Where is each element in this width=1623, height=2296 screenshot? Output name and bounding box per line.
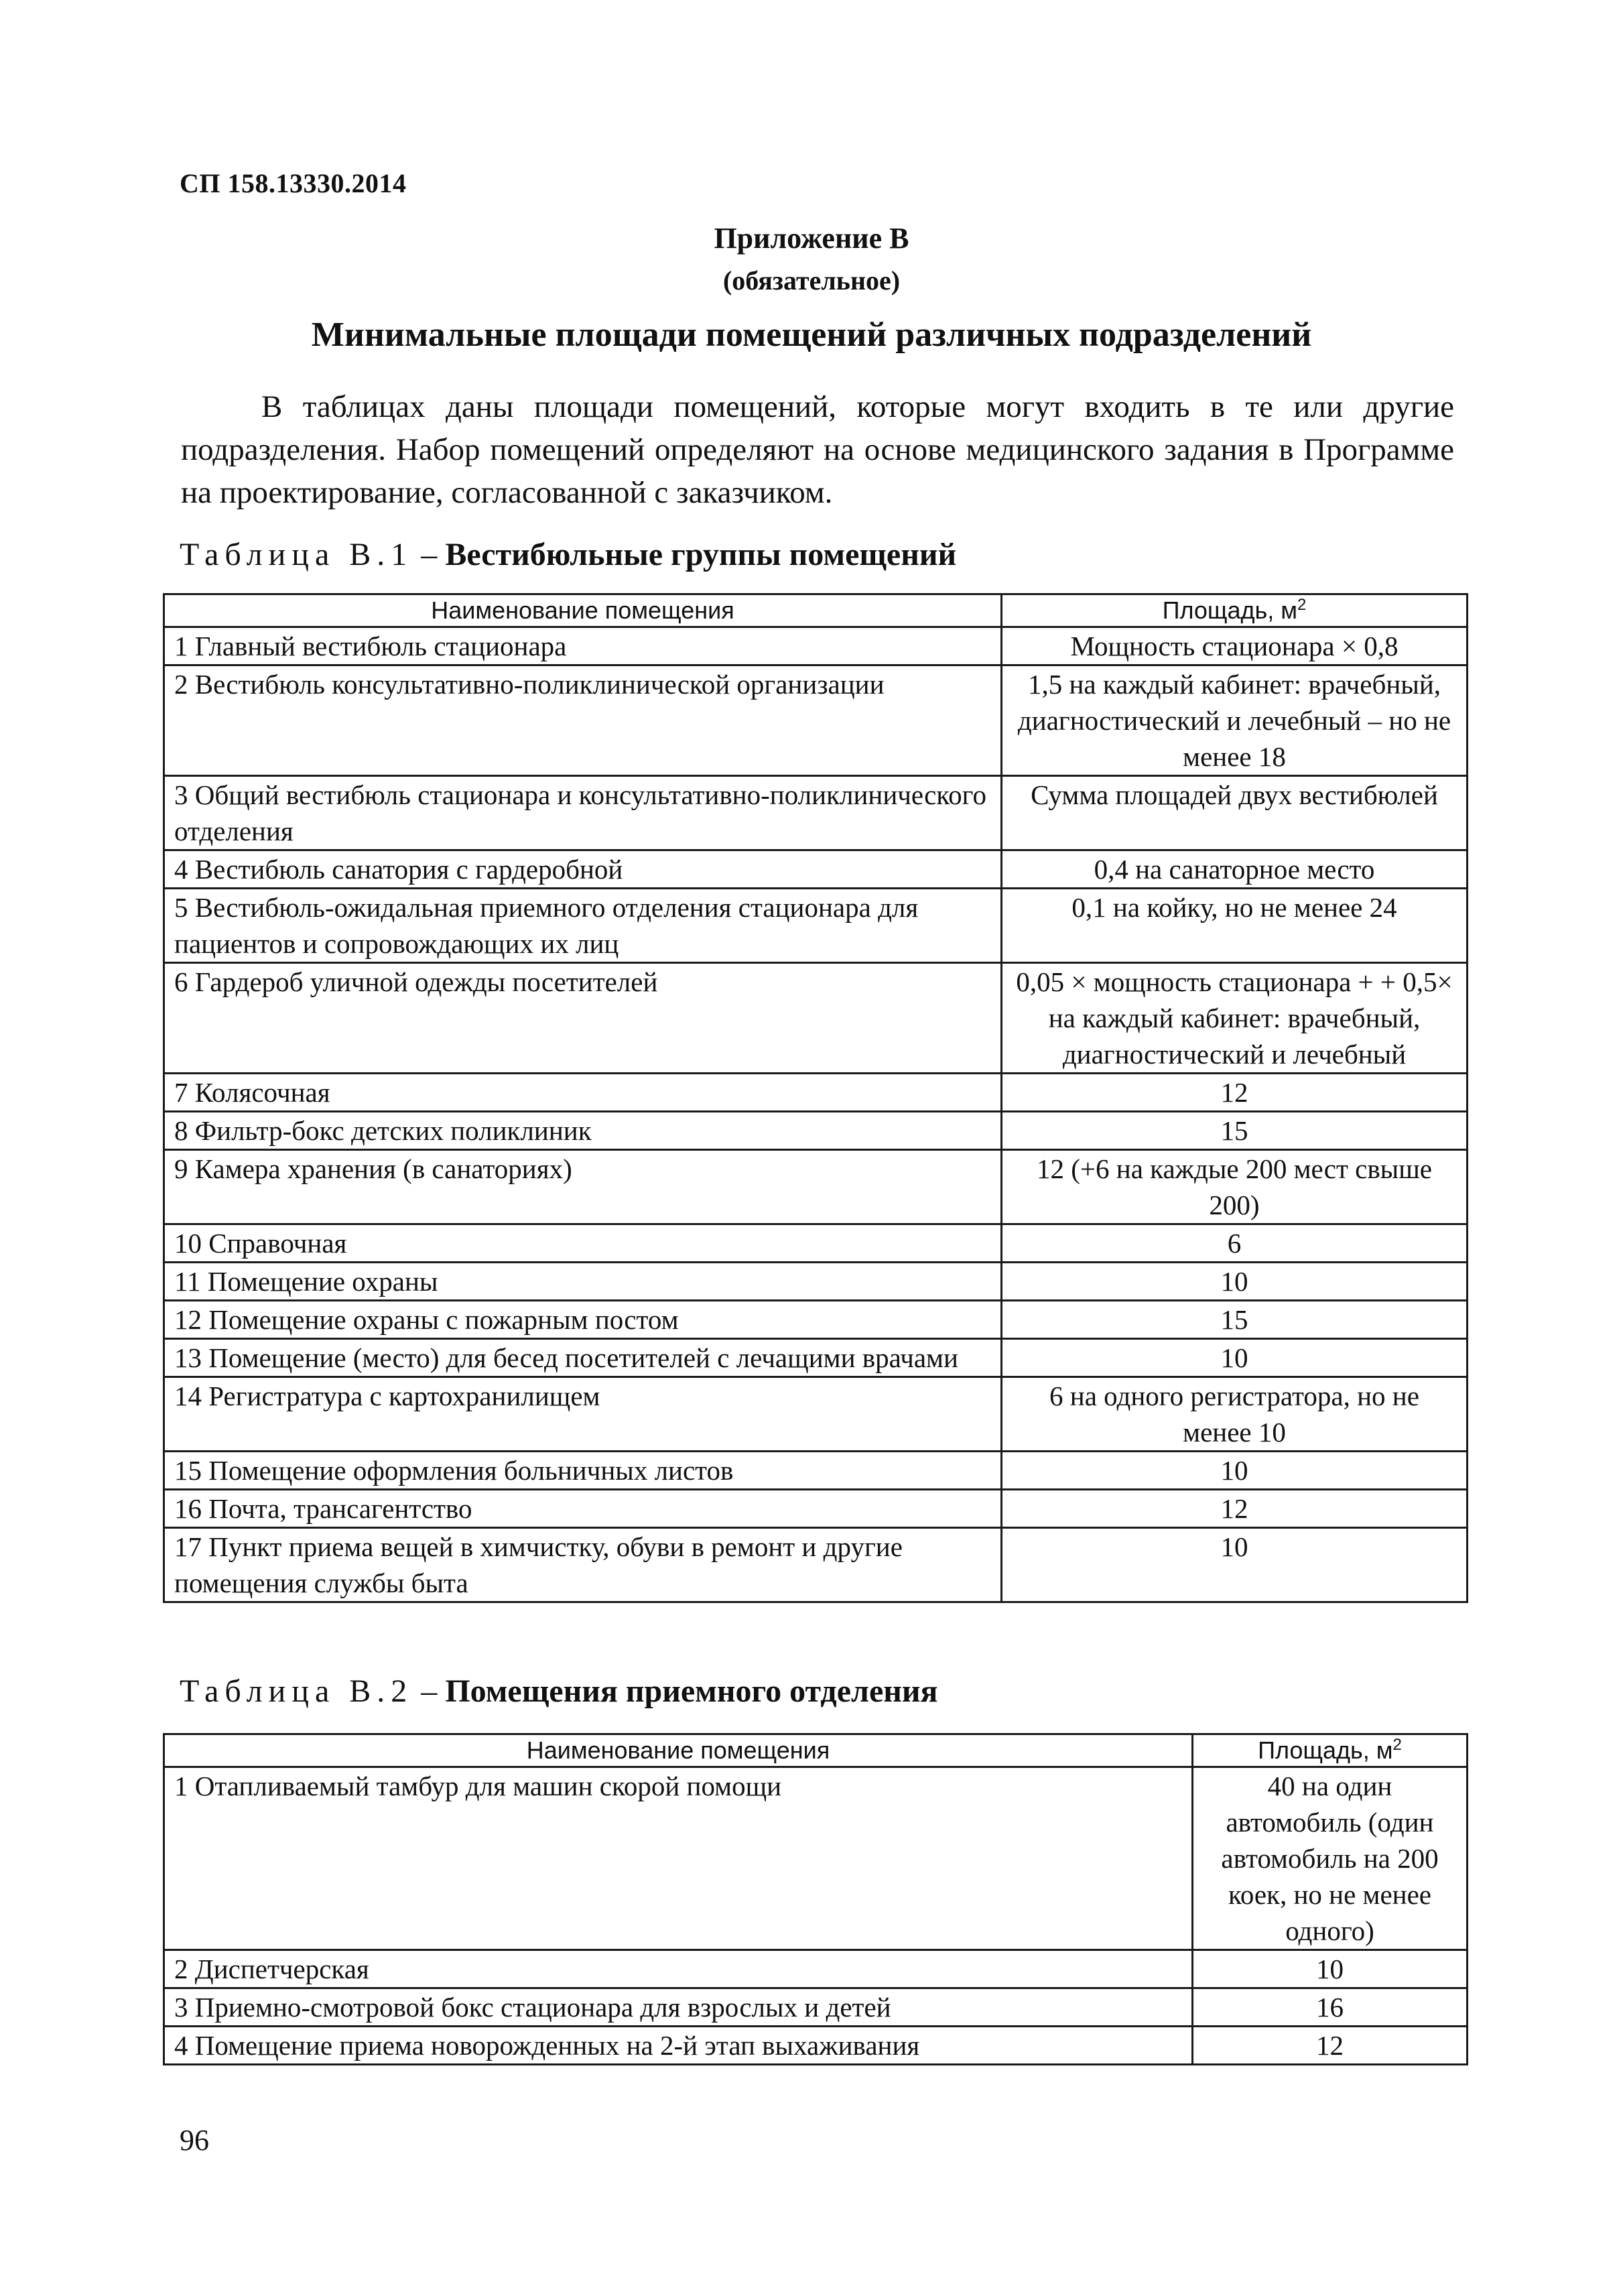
table1-cell-name: 16 Почта, трансагентство: [164, 1490, 1002, 1528]
table1-cell-name: 11 Помещение охраны: [164, 1263, 1002, 1301]
table2-col-area-header: Площадь, $м^2$: [1193, 1734, 1468, 1767]
page-number: 96: [180, 2124, 209, 2157]
table1: [163, 593, 1468, 1603]
table1-cell-area: 6 на одного регистратора, но не менее 10: [1002, 1377, 1468, 1452]
table2-cell-name: 2 Диспетчерская: [164, 1950, 1193, 1988]
table1-cell-area: 10: [1002, 1263, 1468, 1301]
table1-row: [164, 1452, 1468, 1490]
table1-cell-area: 12: [1002, 1074, 1468, 1112]
table1-cell-area: 12: [1002, 1490, 1468, 1528]
table1-cell-name: 15 Помещение оформления больничных листов: [164, 1452, 1002, 1490]
table1-cell-name: 4 Вестибюль санатория с гардеробной: [164, 850, 1002, 889]
table2-row: [164, 2027, 1468, 2065]
table2-row: [164, 1767, 1468, 1950]
table1-col-name-header: Наименование помещения: [164, 594, 1002, 627]
table1-header-row: [164, 594, 1468, 627]
table2-cell-name: 4 Помещение приема новорожденных на 2-й этап выхаживания: [164, 2027, 1193, 2065]
table1-row: [164, 1339, 1468, 1377]
document-code: СП 158.13330.2014: [180, 168, 407, 198]
table1-row: [164, 1301, 1468, 1339]
table1-title: Вестибюльные группы помещений: [445, 537, 957, 572]
table1-col-area-header: Площадь, $м^2$: [1002, 594, 1468, 627]
table1-row: [164, 1224, 1468, 1263]
table1-row: [164, 963, 1468, 1074]
table2-cell-area: 40 на один автомобиль (один автомобиль на 200 коек, но не менее одного): [1193, 1767, 1468, 1950]
table1-row: [164, 776, 1468, 850]
table1-row: [164, 1490, 1468, 1528]
table1-cell-area: 0,05 × мощность стационара + + 0,5× на каждый кабинет: врачебный, диагностический и лечебный: [1002, 963, 1468, 1074]
table1-row: [164, 1263, 1468, 1301]
table1-body: [164, 627, 1468, 1602]
table1-cell-area: 15: [1002, 1112, 1468, 1150]
appendix-title: Приложение В: [714, 222, 909, 255]
table1-row: [164, 1377, 1468, 1452]
table1-cell-name: 10 Справочная: [164, 1224, 1002, 1263]
table1-cell-area: 6: [1002, 1224, 1468, 1263]
table1-row: [164, 1074, 1468, 1112]
table1-row: [164, 850, 1468, 889]
table2-cell-area: 12: [1193, 2027, 1468, 2065]
table1-row: [164, 889, 1468, 963]
table1-cell-name: 3 Общий вестибюль стационара и консультативно-поликлинического отделения: [164, 776, 1002, 850]
table1-cell-area: 10: [1002, 1452, 1468, 1490]
table2-col-name-header: Наименование помещения: [164, 1734, 1193, 1767]
table2-body: [164, 1767, 1468, 2065]
table1-cell-name: 12 Помещение охраны с пожарным постом: [164, 1301, 1002, 1339]
table1-cell-name: 7 Колясочная: [164, 1074, 1002, 1112]
table1-cell-area: Сумма площадей двух вестибюлей: [1002, 776, 1468, 850]
table1-row: [164, 1150, 1468, 1224]
table1-cell-name: 14 Регистратура с картохранилищем: [164, 1377, 1002, 1452]
table2-cell-name: 1 Отапливаемый тамбур для машин скорой помощи: [164, 1767, 1193, 1950]
appendix-status: (обязательное): [722, 265, 901, 296]
table2-cell-name: 3 Приемно-смотровой бокс стационара для взрослых и детей: [164, 1988, 1193, 2027]
table2-label: Таблица В.2: [180, 1673, 413, 1709]
table2-dash: –: [413, 1673, 446, 1709]
table2-caption: [180, 1673, 938, 1710]
table1-cell-name: 5 Вестибюль-ожидальная приемного отделения стационара для пациентов и сопровождающих их лиц: [164, 889, 1002, 963]
table1-dash: –: [413, 537, 446, 572]
table1-cell-name: 1 Главный вестибюль стационара: [164, 627, 1002, 665]
table1-cell-area: 0,1 на койку, но не менее 24: [1002, 889, 1468, 963]
table1-row: [164, 1528, 1468, 1602]
table1-cell-name: 2 Вестибюль консультативно-поликлинической организации: [164, 665, 1002, 776]
table2-title: Помещения приемного отделения: [445, 1673, 938, 1709]
table1-cell-area: 10: [1002, 1339, 1468, 1377]
table1-cell-area: Мощность стационара × 0,8: [1002, 627, 1468, 665]
table1-cell-area: 1,5 на каждый кабинет: врачебный, диагностический и лечебный – но не менее 18: [1002, 665, 1468, 776]
main-title: Минимальные площади помещений различных подразделений: [311, 316, 1312, 354]
table2-row: [164, 1988, 1468, 2027]
table1-cell-name: 8 Фильтр-бокс детских поликлиник: [164, 1112, 1002, 1150]
table1-label: Таблица В.1: [180, 537, 413, 572]
table1-cell-area: 10: [1002, 1528, 1468, 1602]
intro-paragraph: В таблицах даны площади помещений, которые могут входить в те или другие подразделения. Набор помещений определяют на основе медицинского задания в Программе на проектирование, согласованной с заказчиком.: [181, 389, 1454, 510]
table1-cell-name: 17 Пункт приема вещей в химчистку, обуви в ремонт и другие помещения службы быта: [164, 1528, 1002, 1602]
table1-cell-name: 6 Гардероб уличной одежды посетителей: [164, 963, 1002, 1074]
table2-row: [164, 1950, 1468, 1988]
table2-cell-area: 16: [1193, 1988, 1468, 2027]
table1-cell-area: 0,4 на санаторное место: [1002, 850, 1468, 889]
table1-cell-name: 13 Помещение (место) для бесед посетителей с лечащими врачами: [164, 1339, 1002, 1377]
table1-cell-area: 15: [1002, 1301, 1468, 1339]
table2: [163, 1733, 1468, 2065]
table1-caption: [180, 536, 956, 573]
table1-row: [164, 627, 1468, 665]
table1-cell-area: 12 (+6 на каждые 200 мест свыше 200): [1002, 1150, 1468, 1224]
table1-cell-name: 9 Камера хранения (в санаториях): [164, 1150, 1002, 1224]
table1-row: [164, 665, 1468, 776]
table1-row: [164, 1112, 1468, 1150]
table2-cell-area: 10: [1193, 1950, 1468, 1988]
table2-header-row: [164, 1734, 1468, 1767]
